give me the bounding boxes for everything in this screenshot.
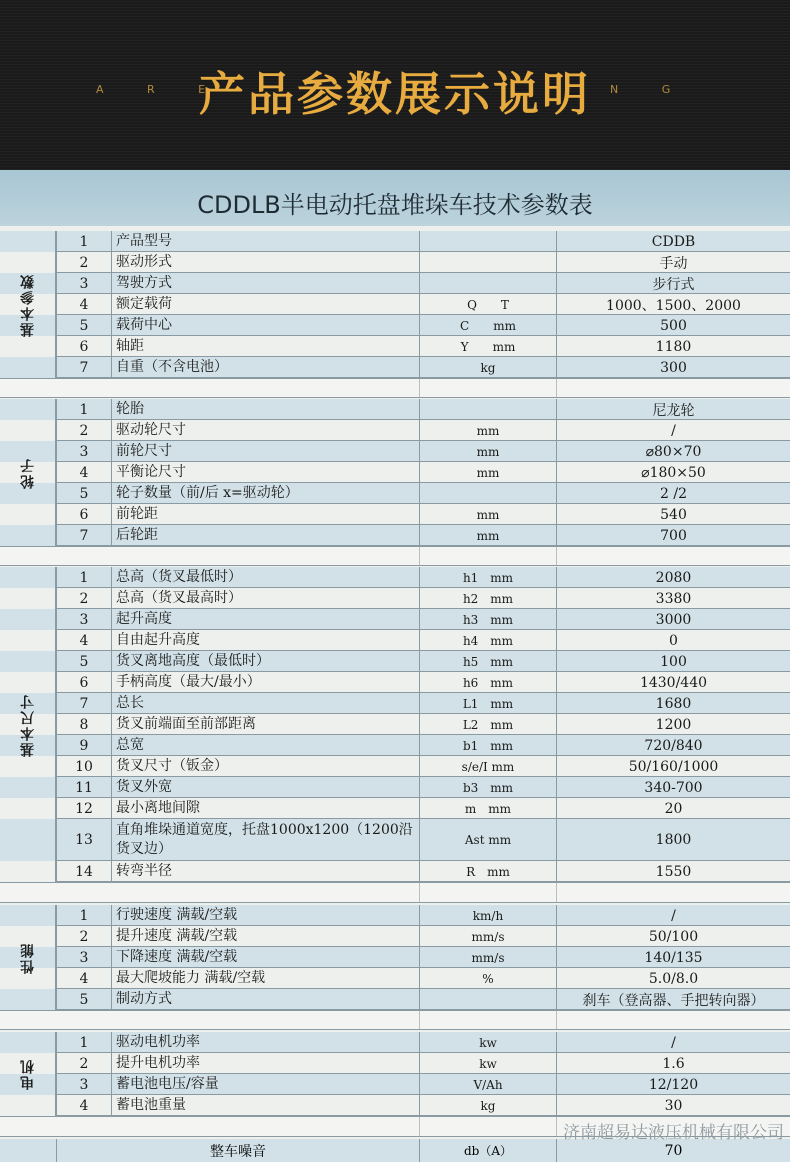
row-parameter: 货叉离地高度（最低时） [111,651,419,672]
table-row [0,861,790,882]
total-unit: db（A） [419,1139,556,1162]
table-row [0,483,790,504]
row-unit: kg [419,1095,556,1116]
total-value: 70 [556,1139,790,1162]
row-number: 2 [56,588,111,609]
section-label-text: 性能 [19,941,36,974]
row-parameter: 货叉外宽 [111,777,419,798]
row-value: 100 [556,651,790,672]
row-parameter: 产品型号 [111,231,419,252]
row-unit: Y mm [419,336,556,357]
row-value: 700 [556,525,790,546]
table-row [0,672,790,693]
row-number: 1 [56,567,111,588]
row-unit: b3 mm [419,777,556,798]
header-banner [0,0,790,170]
row-unit: h1 mm [419,567,556,588]
row-parameter: 额定载荷 [111,294,419,315]
row-parameter: 总高（货叉最低时） [111,567,419,588]
table-row [0,567,790,588]
row-parameter: 驱动形式 [111,252,419,273]
row-parameter: 载荷中心 [111,315,419,336]
row-parameter: 货叉尺寸（钣金） [111,756,419,777]
table-row [0,1095,790,1116]
table-row [0,315,790,336]
row-unit: mm/s [419,947,556,968]
banner-title: 产品参数展示说明 [199,67,591,121]
row-parameter: 手柄高度（最大/最小） [111,672,419,693]
total-name: 整车噪音 [56,1139,419,1162]
row-parameter: 货叉前端面至前部距离 [111,714,419,735]
row-unit: kg [419,357,556,378]
row-unit: b1 mm [419,735,556,756]
row-unit: C mm [419,315,556,336]
table-row [0,588,790,609]
row-unit: s/e/I mm [419,756,556,777]
sheet-title: CDDLB半电动托盘堆垛车技术参数表 [197,191,593,219]
table-row [0,525,790,546]
row-unit: mm [419,441,556,462]
table-row [0,1074,790,1095]
row-value: 500 [556,315,790,336]
row-parameter: 驾驶方式 [111,273,419,294]
row-unit: mm [419,462,556,483]
section-label-text: 电机 [19,1058,36,1090]
table-row [0,926,790,947]
table-row [0,798,790,819]
row-unit: mm [419,504,556,525]
row-number: 5 [56,651,111,672]
row-value: / [556,420,790,441]
row-parameter: 总高（货叉最高时） [111,588,419,609]
table-row [0,441,790,462]
row-value: 1430/440 [556,672,790,693]
row-number: 2 [56,1053,111,1074]
row-unit: Q T [419,294,556,315]
row-number: 3 [56,441,111,462]
table-row [0,462,790,483]
section-label-text: 基本参数 [19,272,36,337]
row-value: 50/100 [556,926,790,947]
table-row [0,756,790,777]
row-number: 5 [56,989,111,1010]
row-parameter: 后轮距 [111,525,419,546]
row-unit: h6 mm [419,672,556,693]
table-row [0,651,790,672]
row-number: 10 [56,756,111,777]
table-row [0,947,790,968]
row-parameter: 转弯半径 [111,861,419,882]
row-unit: mm [419,525,556,546]
section-label [0,231,56,378]
row-unit: V/Ah [419,1074,556,1095]
company-watermark: 济南超易达液压机械有限公司 [563,1123,784,1143]
row-parameter: 自由起升高度 [111,630,419,651]
row-value: 140/135 [556,947,790,968]
section-label [0,1032,56,1116]
row-value: 1000、1500、2000 [556,294,790,315]
row-value: 步行式 [556,273,790,294]
sheet-header [0,170,790,226]
row-parameter: 蓄电池重量 [111,1095,419,1116]
section-label [0,399,56,546]
table-row [0,357,790,378]
row-number: 2 [56,926,111,947]
table-row [0,693,790,714]
table-row [0,420,790,441]
row-unit: h3 mm [419,609,556,630]
row-value: 540 [556,504,790,525]
row-unit: h4 mm [419,630,556,651]
row-number: 7 [56,357,111,378]
row-value: 尼龙轮 [556,399,790,420]
row-value: 3000 [556,609,790,630]
table-row [0,609,790,630]
banner-deco-left: A R E [96,83,226,96]
row-value: 720/840 [556,735,790,756]
table-row [0,968,790,989]
row-parameter: 蓄电池电压/容量 [111,1074,419,1095]
row-number: 8 [56,714,111,735]
section-label [0,567,56,882]
row-parameter: 行驶速度 满载/空载 [111,905,419,926]
section-divider [0,882,790,903]
row-number: 6 [56,504,111,525]
table-row [0,1032,790,1053]
row-number: 6 [56,336,111,357]
row-value: 1550 [556,861,790,882]
row-number: 7 [56,525,111,546]
table-row [0,905,790,926]
section-divider [0,1010,790,1030]
table-row [0,714,790,735]
row-number: 12 [56,798,111,819]
row-parameter: 下降速度 满载/空载 [111,947,419,968]
row-parameter: 起升高度 [111,609,419,630]
row-value: 0 [556,630,790,651]
table-row [0,231,790,252]
row-number: 4 [56,1095,111,1116]
row-number: 11 [56,777,111,798]
row-number: 3 [56,609,111,630]
row-unit: % [419,968,556,989]
row-parameter: 直角堆垛通道宽度，托盘1000x1200（1200沿货叉边） [111,819,419,861]
section-divider [0,546,790,566]
row-number: 1 [56,905,111,926]
row-parameter: 轮子数量（前/后 x=驱动轮） [111,483,419,504]
table-row [0,1053,790,1074]
row-number: 13 [56,819,111,861]
row-number: 5 [56,315,111,336]
row-parameter: 提升速度 满载/空载 [111,926,419,947]
row-unit [419,231,556,252]
row-value: 340-700 [556,777,790,798]
row-number: 3 [56,273,111,294]
row-value: 1800 [556,819,790,861]
row-unit: kw [419,1053,556,1074]
row-parameter: 前轮尺寸 [111,441,419,462]
row-number: 4 [56,462,111,483]
row-value: 刹车（登高器、手把转向器） [556,989,790,1010]
row-unit: h5 mm [419,651,556,672]
row-parameter: 制动方式 [111,989,419,1010]
row-value: / [556,905,790,926]
row-parameter: 自重（不含电池） [111,357,419,378]
row-parameter: 平衡论尺寸 [111,462,419,483]
row-unit: m mm [419,798,556,819]
table-row [0,735,790,756]
banner-deco-right: N G [610,83,691,96]
row-number: 1 [56,399,111,420]
row-unit [419,399,556,420]
row-number: 4 [56,968,111,989]
row-number: 4 [56,630,111,651]
row-value: ⌀80×70 [556,441,790,462]
row-value: 2080 [556,567,790,588]
row-number: 6 [56,672,111,693]
row-unit [419,483,556,504]
row-parameter: 总长 [111,693,419,714]
row-unit: Ast mm [419,819,556,861]
table-row [0,989,790,1010]
row-parameter: 轮胎 [111,399,419,420]
row-number: 4 [56,294,111,315]
row-number: 1 [56,1032,111,1053]
table-row [0,294,790,315]
row-unit: kw [419,1032,556,1053]
row-value: 5.0/8.0 [556,968,790,989]
row-value: ⌀180×50 [556,462,790,483]
row-number: 7 [56,693,111,714]
row-number: 1 [56,231,111,252]
table-row [0,504,790,525]
row-number: 9 [56,735,111,756]
row-parameter: 驱动轮尺寸 [111,420,419,441]
row-parameter: 轴距 [111,336,419,357]
table-row [0,252,790,273]
row-unit: mm/s [419,926,556,947]
row-value: 50/160/1000 [556,756,790,777]
row-unit [419,989,556,1010]
row-number: 3 [56,1074,111,1095]
row-value: 30 [556,1095,790,1116]
row-unit: h2 mm [419,588,556,609]
row-value: 1.6 [556,1053,790,1074]
row-number: 14 [56,861,111,882]
row-unit [419,273,556,294]
row-unit: km/h [419,905,556,926]
table-row [0,336,790,357]
row-number: 2 [56,420,111,441]
row-parameter: 前轮距 [111,504,419,525]
row-unit: R mm [419,861,556,882]
row-value: 12/120 [556,1074,790,1095]
row-parameter: 总宽 [111,735,419,756]
row-value: 3380 [556,588,790,609]
row-unit: L2 mm [419,714,556,735]
row-unit: mm [419,420,556,441]
row-unit: L1 mm [419,693,556,714]
table-row [0,777,790,798]
row-value: 20 [556,798,790,819]
row-number: 2 [56,252,111,273]
row-unit [419,252,556,273]
row-value: 1180 [556,336,790,357]
row-parameter: 驱动电机功率 [111,1032,419,1053]
row-value: / [556,1032,790,1053]
table-row [0,273,790,294]
row-value: CDDB [556,231,790,252]
table-row [0,819,790,861]
row-value: 300 [556,357,790,378]
row-value: 2 /2 [556,483,790,504]
section-label-text: 基本尺寸 [19,692,36,757]
row-value: 1200 [556,714,790,735]
row-parameter: 最小离地间隙 [111,798,419,819]
row-number: 5 [56,483,111,504]
row-value: 1680 [556,693,790,714]
table-row [0,399,790,420]
table-row [0,630,790,651]
row-value: 手动 [556,252,790,273]
section-divider [0,378,790,398]
section-label [0,905,56,1010]
row-parameter: 最大爬坡能力 满载/空载 [111,968,419,989]
row-parameter: 提升电机功率 [111,1053,419,1074]
section-label-text: 轮子 [19,456,36,489]
row-number: 3 [56,947,111,968]
